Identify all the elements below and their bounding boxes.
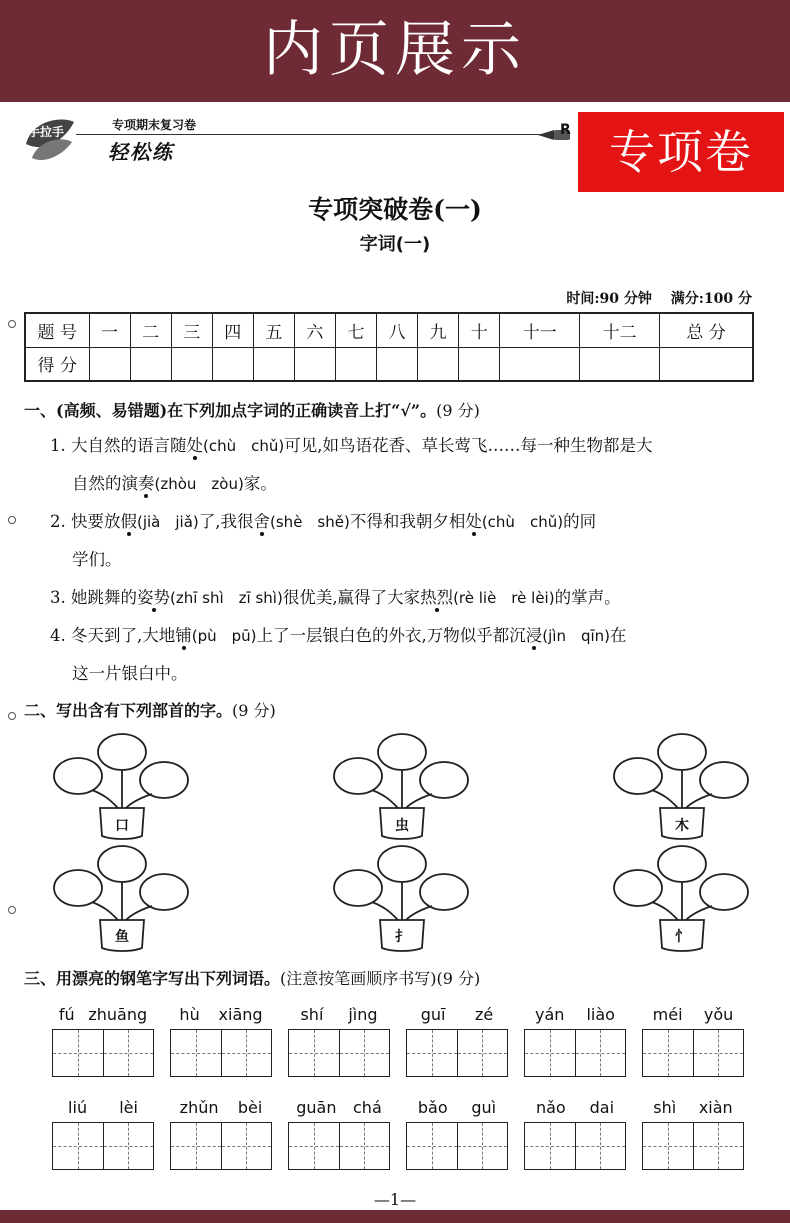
- writing-cell[interactable]: [53, 1030, 104, 1076]
- pinyin-syllable: guān: [296, 1098, 337, 1117]
- writing-cell[interactable]: [171, 1123, 222, 1169]
- radical-label: 木: [675, 818, 689, 834]
- item-text: 的掌声。: [554, 588, 621, 607]
- score-cell[interactable]: [253, 347, 294, 381]
- word-pinyin: [524, 1098, 626, 1122]
- pinyin-syllable: shí: [300, 1005, 324, 1024]
- writing-cell[interactable]: [222, 1123, 272, 1169]
- word-pinyin: [642, 1005, 744, 1029]
- writing-grid: [288, 1122, 390, 1170]
- item-text: 冬天到了,大地: [71, 626, 176, 645]
- pinyin-syllable: xiàn: [698, 1098, 733, 1117]
- writing-cell[interactable]: [171, 1030, 222, 1076]
- question-item: [72, 466, 782, 502]
- pinyin-syllable: chá: [353, 1098, 382, 1117]
- writing-grid: [642, 1029, 744, 1077]
- writing-cell[interactable]: [222, 1030, 272, 1076]
- full-score: 满分:100 分: [670, 291, 752, 307]
- question-item: [50, 504, 760, 540]
- word-pinyin: [288, 1005, 390, 1029]
- word-box: [52, 1098, 154, 1170]
- score-cell[interactable]: [377, 347, 418, 381]
- section3-note: (注意按笔画顺序书写): [280, 969, 437, 988]
- writing-cell[interactable]: [407, 1123, 458, 1169]
- pinyin-syllable: hù: [179, 1005, 200, 1024]
- word-box: [170, 1098, 272, 1170]
- pinyin-syllable: shì: [653, 1098, 677, 1117]
- writing-cell[interactable]: [340, 1030, 390, 1076]
- category-badge: 专项卷: [578, 112, 784, 192]
- pinyin-options[interactable]: (pù pū): [191, 627, 257, 645]
- pinyin-syllable: fú: [58, 1005, 75, 1024]
- pinyin-syllable: nǎo: [535, 1098, 566, 1117]
- score-cell[interactable]: [660, 347, 753, 381]
- score-cell[interactable]: [335, 347, 376, 381]
- dotted-char: 舍: [253, 512, 271, 531]
- word-pinyin: [170, 1098, 272, 1122]
- section2-points: (9 分): [232, 701, 276, 720]
- dotted-word: 姿势: [137, 588, 170, 607]
- banner-underline: [0, 98, 790, 102]
- page-title: 专项突破卷(一): [308, 195, 482, 224]
- word-box: [642, 1098, 744, 1170]
- word-box: [406, 1098, 508, 1170]
- question-item: [72, 542, 782, 578]
- binding-hole: [8, 516, 16, 524]
- writing-grid: [642, 1122, 744, 1170]
- writing-grid: [406, 1122, 508, 1170]
- pinyin-syllable: zhǔn: [179, 1098, 219, 1117]
- writing-cell[interactable]: [458, 1123, 508, 1169]
- word-box: [288, 1098, 390, 1170]
- writing-cell[interactable]: [53, 1123, 104, 1169]
- item-text: 不得和我朝夕相: [349, 512, 466, 531]
- writing-grid: [288, 1029, 390, 1077]
- pinyin-options[interactable]: (chù chǔ): [481, 513, 564, 531]
- pinyin-syllable: xiāng: [218, 1005, 263, 1024]
- banner-title: 内页展示: [263, 15, 527, 85]
- writing-cell[interactable]: [576, 1030, 626, 1076]
- radical-label: 忄: [675, 929, 689, 945]
- item-text: 可见,如鸟语花香、草长莺飞……每一种生物都是大: [284, 436, 653, 455]
- pinyin-syllable: dai: [589, 1098, 615, 1117]
- section2-heading-text: 二、写出含有下列部首的字。: [24, 701, 233, 720]
- score-cell[interactable]: [580, 347, 660, 381]
- binding-hole: [8, 712, 16, 720]
- pinyin-syllable: yǒu: [703, 1005, 734, 1024]
- pinyin-syllable: guì: [471, 1098, 497, 1117]
- dotted-char: 处: [465, 512, 482, 531]
- score-cell[interactable]: [171, 347, 212, 381]
- writing-cell[interactable]: [694, 1123, 744, 1169]
- dotted-char: 浸: [525, 626, 543, 645]
- pinyin-syllable: jìng: [348, 1005, 378, 1024]
- writing-grid: [524, 1122, 626, 1170]
- series-big-label: 轻松练: [108, 140, 174, 164]
- radical-label: 扌: [395, 929, 409, 945]
- binding-hole: [8, 320, 16, 328]
- column-header: 十一: [500, 313, 580, 347]
- dotted-char: 铺: [175, 626, 192, 645]
- pinyin-options[interactable]: (zhòu zòu): [154, 475, 244, 493]
- pinyin-options[interactable]: (rè liè rè lèi): [453, 589, 555, 607]
- footer-bar: [0, 1210, 790, 1223]
- pinyin-options[interactable]: (jìn qīn): [542, 627, 611, 645]
- score-cell[interactable]: [294, 347, 335, 381]
- dotted-char: 处: [186, 436, 203, 455]
- pinyin-syllable: guī: [420, 1005, 446, 1024]
- score-cell[interactable]: [459, 347, 500, 381]
- pinyin-options[interactable]: (shè shě): [270, 513, 350, 531]
- word-pinyin: [170, 1005, 272, 1029]
- column-header: 一: [89, 313, 130, 347]
- row-label-question: 题 号: [25, 313, 89, 347]
- exam-meta: [552, 288, 752, 308]
- column-header: 总 分: [660, 313, 753, 347]
- item-text: 很优美,赢得了大家: [282, 588, 421, 607]
- leaf-logo-icon: [22, 114, 78, 164]
- writing-grid: [52, 1122, 154, 1170]
- writing-cell[interactable]: [458, 1030, 508, 1076]
- question-item: [50, 428, 760, 464]
- pinyin-options[interactable]: (chù chǔ): [203, 437, 285, 455]
- section1-heading-text: 一、(高频、易错题)在下列加点字词的正确读音上打“√”。: [24, 401, 437, 420]
- word-pinyin: [52, 1098, 154, 1122]
- item-number: 2.: [50, 512, 66, 531]
- word-pinyin: [406, 1098, 508, 1122]
- writing-grid: [170, 1029, 272, 1077]
- question-item: [50, 580, 760, 616]
- score-table: [24, 312, 754, 382]
- pen-icon: [536, 124, 582, 146]
- section3-heading-text: 三、用漂亮的钢笔字写出下列词语。: [24, 969, 281, 988]
- column-header: 八: [377, 313, 418, 347]
- writing-grid: [170, 1122, 272, 1170]
- writing-grid: [524, 1029, 626, 1077]
- writing-cell[interactable]: [525, 1030, 576, 1076]
- item-text: 家。: [243, 474, 277, 493]
- writing-cell[interactable]: [643, 1030, 694, 1076]
- column-header: 五: [253, 313, 294, 347]
- series-small-label: 专项期末复习卷: [112, 118, 197, 132]
- score-cell[interactable]: [212, 347, 253, 381]
- item-text: 这一片银白中。: [72, 664, 188, 683]
- word-box: [524, 1098, 626, 1170]
- writing-cell[interactable]: [104, 1030, 154, 1076]
- section2-heading: [24, 698, 276, 721]
- brand-glyph: R: [560, 122, 571, 138]
- writing-cell[interactable]: [694, 1030, 744, 1076]
- section1-points: (9 分): [436, 401, 480, 420]
- word-box: [642, 1005, 744, 1077]
- pinyin-options[interactable]: (jià jiǎ): [137, 513, 199, 531]
- column-header: 四: [212, 313, 253, 347]
- score-cell[interactable]: [418, 347, 459, 381]
- item-text: 的同: [563, 512, 597, 531]
- item-text: 学们。: [72, 550, 122, 569]
- radical-label: 虫: [395, 818, 409, 834]
- word-pinyin: [52, 1005, 154, 1029]
- pinyin-syllable: yán: [535, 1005, 565, 1024]
- pinyin-syllable: liào: [586, 1005, 615, 1024]
- section1-heading: [24, 398, 480, 421]
- score-table-row: [25, 313, 753, 347]
- logo-text: 手拉手: [28, 125, 65, 139]
- writing-cell[interactable]: [407, 1030, 458, 1076]
- score-table-row: [25, 347, 753, 381]
- word-pinyin: [406, 1005, 508, 1029]
- dotted-word: 热烈: [420, 588, 454, 607]
- writing-cell[interactable]: [289, 1123, 340, 1169]
- dotted-char: 奏: [138, 474, 155, 493]
- writing-cell[interactable]: [525, 1123, 576, 1169]
- word-pinyin: [288, 1098, 390, 1122]
- item-number: 1.: [50, 436, 66, 455]
- writing-grid: [406, 1029, 508, 1077]
- pinyin-syllable: zhuāng: [88, 1005, 148, 1024]
- item-text: 上了一层银白色的外衣,万物似乎都沉: [256, 626, 526, 645]
- header-rule: [76, 134, 556, 135]
- pinyin-syllable: liú: [68, 1098, 88, 1117]
- pinyin-syllable: lèi: [119, 1098, 138, 1117]
- pinyin-syllable: zé: [475, 1005, 494, 1024]
- score-cell[interactable]: [500, 347, 580, 381]
- question-item: [50, 618, 760, 654]
- column-header: 九: [418, 313, 459, 347]
- column-header: 二: [130, 313, 171, 347]
- item-text: 了,我很: [198, 512, 254, 531]
- item-text: 她跳舞的: [71, 588, 137, 607]
- column-header: 十: [459, 313, 500, 347]
- score-cell[interactable]: [89, 347, 130, 381]
- word-box: [52, 1005, 154, 1077]
- column-header: 三: [171, 313, 212, 347]
- word-pinyin: [524, 1005, 626, 1029]
- top-banner: [0, 0, 790, 100]
- item-number: 4.: [50, 626, 66, 645]
- writing-cell[interactable]: [289, 1030, 340, 1076]
- item-text: 在: [610, 626, 627, 645]
- column-header: 七: [335, 313, 376, 347]
- column-header: 六: [294, 313, 335, 347]
- writing-cell[interactable]: [643, 1123, 694, 1169]
- column-header: 十二: [580, 313, 660, 347]
- pinyin-syllable: méi: [652, 1005, 683, 1024]
- question-item: [72, 656, 782, 692]
- section3-points: (9 分): [436, 969, 481, 988]
- radical-label: 口: [115, 818, 129, 834]
- pinyin-syllable: bǎo: [417, 1098, 448, 1117]
- time-limit: 时间:90 分钟: [566, 291, 652, 307]
- item-text: 大自然的语言随: [71, 436, 187, 455]
- page-subtitle: 字词(一): [359, 234, 431, 255]
- writing-cell[interactable]: [576, 1123, 626, 1169]
- word-pinyin: [642, 1098, 744, 1122]
- item-text: 自然的演: [72, 474, 138, 493]
- writing-cell[interactable]: [340, 1123, 390, 1169]
- binding-hole: [8, 906, 16, 914]
- row-label-score: 得 分: [25, 347, 89, 381]
- word-box: [524, 1005, 626, 1077]
- section3-heading: [24, 966, 480, 989]
- word-box: [170, 1005, 272, 1077]
- writing-cell[interactable]: [104, 1123, 154, 1169]
- word-box: [406, 1005, 508, 1077]
- pinyin-options[interactable]: (zhī shì zī shì): [170, 589, 283, 607]
- item-number: 3.: [50, 588, 66, 607]
- dotted-char: 假: [120, 512, 137, 531]
- score-cell[interactable]: [130, 347, 171, 381]
- page-number: —1—: [373, 1190, 417, 1209]
- radical-label: 鱼: [115, 929, 129, 945]
- pinyin-syllable: bèi: [237, 1098, 263, 1117]
- writing-grid: [52, 1029, 154, 1077]
- item-text: 快要放: [71, 512, 121, 531]
- word-box: [288, 1005, 390, 1077]
